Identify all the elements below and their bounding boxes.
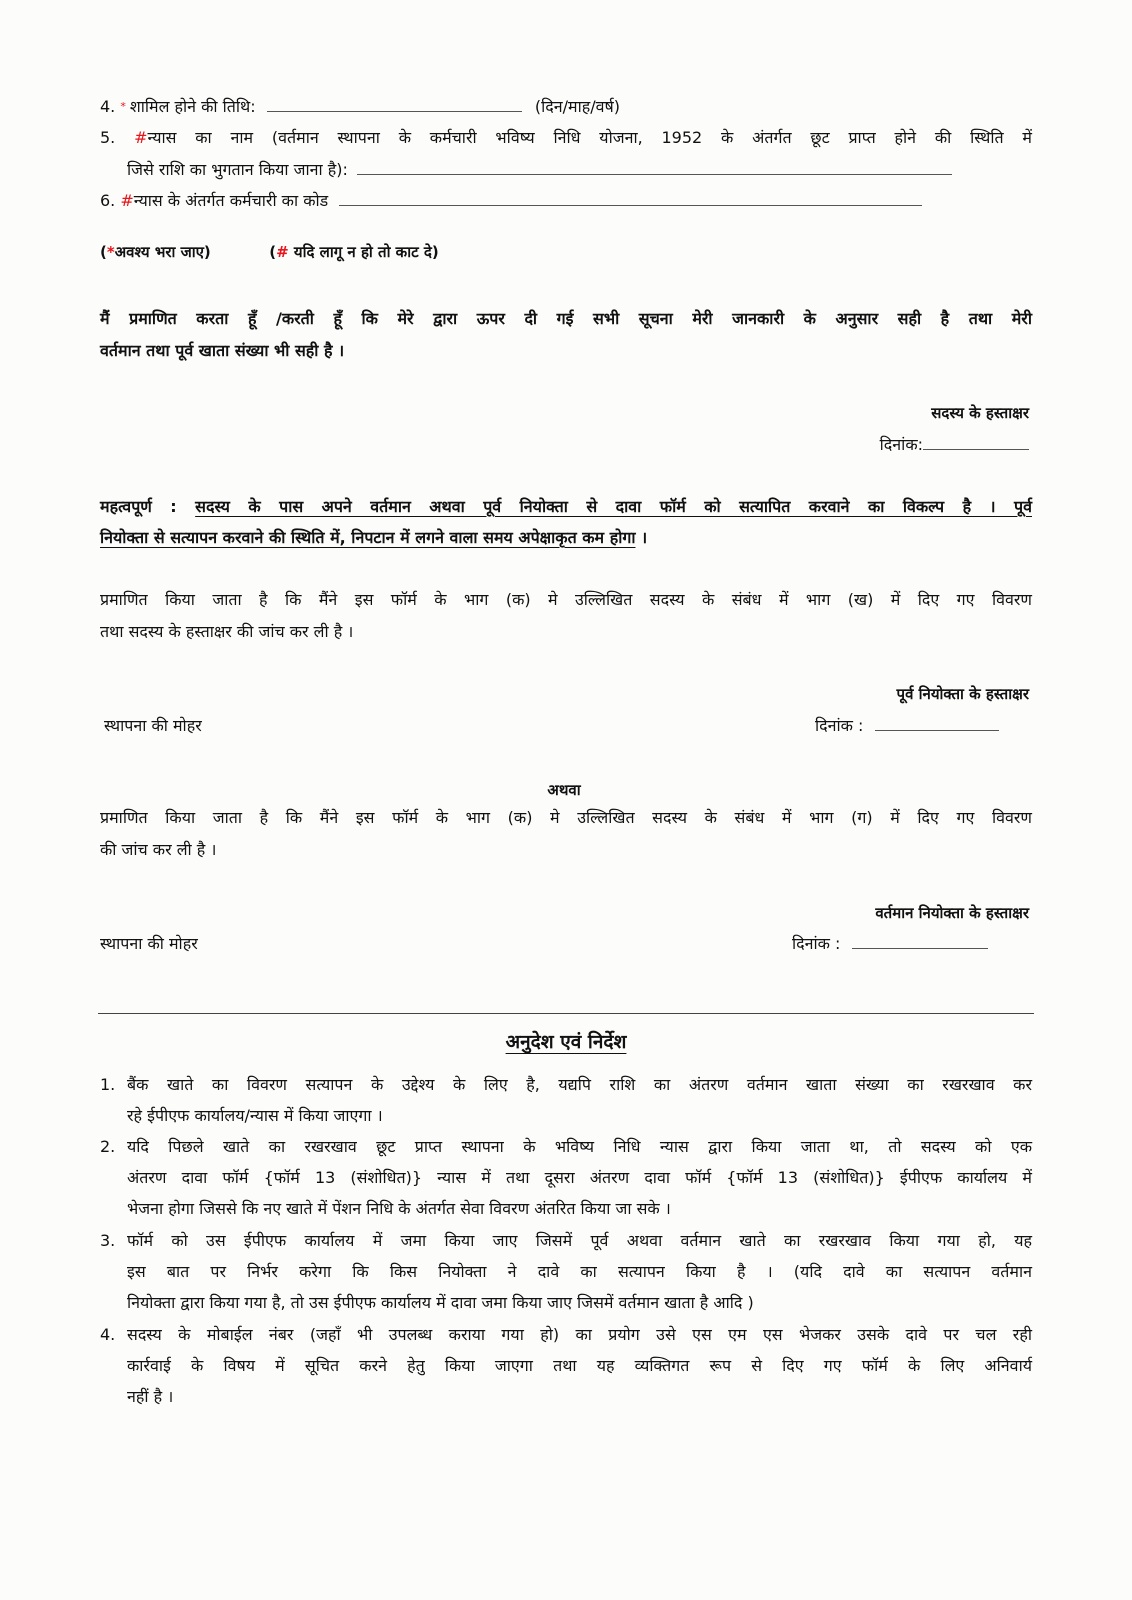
mandatory-marker: * xyxy=(106,243,115,261)
important-line1: सदस्य के पास अपने वर्तमान अथवा पूर्व नियोक्ता से दावा फॉर्म को सत्यापित करवाने का विकल्प है । पूर्व xyxy=(195,497,1032,516)
important-note xyxy=(100,496,1032,518)
important-prefix: महत्वपूर्ण : xyxy=(100,497,196,516)
instruction-number: 1. xyxy=(100,1075,116,1094)
current-employer-certification xyxy=(100,807,1032,829)
optional-marker: # xyxy=(134,128,148,147)
instruction-item-4: सदस्य के मोबाईल नंबर (जहाँ भी उपलब्ध कराया गया हो) का प्रयोग उसे एस एम एस भेजकर उसके दावे पर चल रही कार्रवाई के विषय में सूचित करने हेतु किया जाएगा तथा यह व्यक्तिगत रूप से दिए गए फॉर्म के लिए अनिवार्य नहीं है । xyxy=(127,1325,1032,1406)
instruction-number: 3. xyxy=(100,1231,116,1250)
field-trust-name xyxy=(100,127,1032,149)
member-declaration xyxy=(100,308,1032,330)
or-separator: अथवा xyxy=(547,781,581,799)
joining-date-input[interactable] xyxy=(267,97,522,112)
member-signature-date xyxy=(880,434,1029,456)
current-employer-date-input[interactable] xyxy=(852,934,988,949)
field-joining-date xyxy=(100,96,620,118)
cert-line1: प्रमाणित किया जाता है कि मैंने इस फॉर्म के भाग (क) मे उल्लिखित सदस्य के संबंध में भाग (ख) में दिए गए विवरण xyxy=(100,590,1032,609)
instruction-item-2: यदि पिछले खाते का रखरखाव छूट प्राप्त स्थापना के भविष्य निधि न्यास द्वारा किया जाता था, तो सदस्य को एक अंतरण दावा फॉर्म {फॉर्म 13 (संशोधित)} न्यास में तथा दूसरा अंतरण दावा फॉर्म {फॉर्म 13 (संशोधित)} ईपीएफ कार्यालय में भेजना होगा जिससे कि नए खाते में पेंशन निधि के अंतर्गत सेवा विवरण अंतरित किया जा सके । xyxy=(127,1137,1032,1218)
current-employer-signature-label: वर्तमान नियोक्ता के हस्ताक्षर xyxy=(875,904,1029,922)
date-label: दिनांक : xyxy=(792,934,841,953)
employee-code-input[interactable] xyxy=(339,191,922,206)
previous-employer-seal: स्थापना की मोहर xyxy=(104,716,202,735)
previous-employer-signature-label: पूर्व नियोक्ता के हस्ताक्षर xyxy=(896,685,1029,703)
cert-line1: प्रमाणित किया जाता है कि मैंने इस फॉर्म के भाग (क) मे उल्लिखित सदस्य के संबंध में भाग (ग) में दिए गए विवरण xyxy=(100,808,1032,827)
field-employee-code xyxy=(100,190,922,212)
item-number: 5. xyxy=(100,128,116,147)
field-label: न्यास के अंतर्गत कर्मचारी का कोड xyxy=(133,191,329,210)
declaration-line2: वर्तमान तथा पूर्व खाता संख्या भी सही है । xyxy=(100,341,345,360)
section-divider xyxy=(98,1013,1034,1014)
field-label: शामिल होने की तिथि: xyxy=(129,97,256,116)
instruction-item-3: फॉर्म को उस ईपीएफ कार्यालय में जमा किया जाए जिसमें पूर्व अथवा वर्तमान खाते का रखरखाव किया गया हो, यह इस बात पर निर्भर करेगा कि किस नियोक्ता ने दावे का सत्यापन किया है । (यदि दावे का सत्यापन वर्तमान नियोक्ता द्वारा किया गया है, तो उस ईपीएफ कार्यालय में दावा जमा किया जाए जिसमें वर्तमान खाता है आदि ) xyxy=(127,1231,1032,1312)
legend xyxy=(100,241,439,263)
previous-employer-certification xyxy=(100,589,1032,611)
date-label: दिनांक : xyxy=(815,716,864,735)
current-employer-seal: स्थापना की मोहर xyxy=(100,934,198,953)
field-trust-name-line2 xyxy=(127,159,952,181)
instruction-number: 2. xyxy=(100,1137,116,1156)
previous-employer-date xyxy=(815,715,999,737)
legend-optional: (# यदि लागू न हो तो काट दे) xyxy=(269,243,439,261)
optional-marker: # xyxy=(120,191,134,210)
legend-mandatory: (*अवश्य भरा जाए) xyxy=(100,243,211,261)
instruction-number: 4. xyxy=(100,1325,116,1344)
instruction-item-1: बैंक खाते का विवरण सत्यापन के उद्देश्य के लिए है, यद्यपि राशि का अंतरण वर्तमान खाता संख्या का रखरखाव कर रहे ईपीएफ कार्यालय/न्यास में किया जाएगा । xyxy=(127,1075,1032,1125)
cert-line2: तथा सदस्य के हस्ताक्षर की जांच कर ली है । xyxy=(100,622,354,641)
field-label-line1: न्यास का नाम (वर्तमान स्थापना के कर्मचारी भविष्य निधि योजना, 1952 के अंतर्गत छूट प्राप्त होने की स्थिति में xyxy=(147,128,1032,147)
instructions-title: अनुदेश एवं निर्देश xyxy=(505,1031,627,1053)
previous-employer-date-input[interactable] xyxy=(875,716,999,731)
mandatory-marker: * xyxy=(120,100,126,113)
important-note-line2: नियोक्ता से सत्यापन करवाने की स्थिति में, निपटान में लगने वाला समय अपेक्षाकृत कम होगा । xyxy=(100,528,648,547)
cert-line2: की जांच कर ली है । xyxy=(100,840,217,859)
current-employer-date xyxy=(792,933,988,955)
optional-marker: # xyxy=(276,243,289,261)
member-signature-label: सदस्य के हस्ताक्षर xyxy=(931,404,1029,422)
field-label-line2: जिसे राशि का भुगतान किया जाना है): xyxy=(127,160,348,179)
date-format-hint: (दिन/माह/वर्ष) xyxy=(534,97,621,116)
date-label: दिनांक: xyxy=(879,435,923,454)
item-number: 4. xyxy=(100,97,116,116)
trust-name-input[interactable] xyxy=(357,160,952,175)
member-date-input[interactable] xyxy=(923,435,1029,450)
declaration-line1: मैं प्रमाणित करता हूँ /करती हूँ कि मेरे द्वारा ऊपर दी गई सभी सूचना मेरी जानकारी के अनुसार सही है तथा मेरी xyxy=(100,309,1032,328)
item-number: 6. xyxy=(100,191,116,210)
